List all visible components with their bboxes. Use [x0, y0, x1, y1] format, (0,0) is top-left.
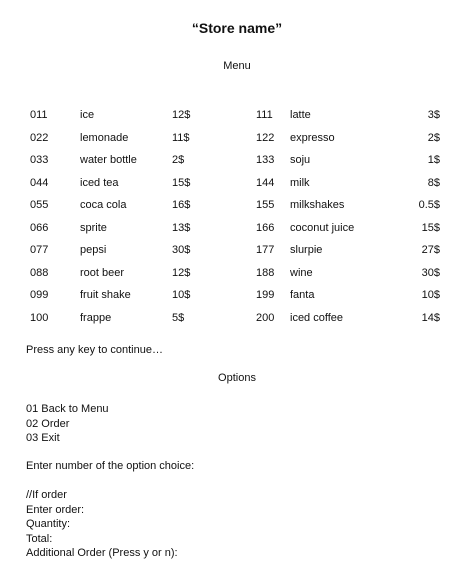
menu-item-price: 27$ — [421, 244, 440, 257]
menu-row — [30, 239, 440, 262]
menu-item-price: 5$ — [172, 311, 185, 324]
menu-item-name: soju — [290, 154, 311, 167]
menu-item-code: 144 — [256, 176, 275, 189]
enter-order-prompt: Enter order: — [26, 503, 85, 516]
menu-item-price: 2$ — [427, 131, 440, 144]
menu-item-code: 111 — [256, 109, 273, 122]
additional-order-prompt: Additional Order (Press y or n): — [26, 547, 178, 559]
option-back-to-menu: 01 Back to Menu — [26, 403, 109, 415]
quantity-prompt: Quantity: — [26, 518, 71, 530]
menu-row — [30, 284, 440, 307]
options-list — [26, 402, 109, 446]
menu-item-code: 188 — [256, 266, 275, 279]
menu-item-name: lemonade — [80, 131, 129, 144]
menu-item-name: root beer — [80, 266, 125, 279]
menu-item-code: 044 — [30, 176, 49, 189]
menu-item-name: iced coffee — [290, 311, 344, 324]
menu-item-price: 12$ — [172, 266, 191, 279]
menu-item-name: fruit shake — [80, 289, 131, 302]
menu-row — [30, 194, 440, 217]
menu-item-code: 055 — [30, 199, 49, 212]
menu-item-code: 177 — [256, 244, 275, 257]
menu-item-code: 155 — [256, 199, 275, 212]
menu-item-price: 8$ — [427, 176, 440, 189]
menu-item-price: 14$ — [421, 311, 440, 324]
menu-item-name: coconut juice — [290, 221, 355, 234]
menu-row — [30, 172, 440, 195]
press-any-key-prompt: Press any key to continue… — [26, 344, 163, 356]
menu-item-code: 133 — [256, 154, 275, 167]
menu-item-price: 1$ — [427, 154, 440, 167]
menu-table — [30, 104, 440, 329]
menu-item-price: 13$ — [172, 221, 191, 234]
menu-item-code: 066 — [30, 221, 49, 234]
menu-item-name: pepsi — [80, 244, 107, 257]
menu-item-code: 199 — [256, 289, 275, 302]
menu-item-price: 30$ — [421, 266, 440, 279]
menu-item-code: 166 — [256, 221, 275, 234]
option-order: 02 Order — [26, 417, 70, 430]
menu-item-name: slurpie — [290, 244, 323, 257]
menu-row — [30, 104, 440, 127]
menu-item-price: 11$ — [172, 131, 190, 144]
menu-item-price: 2$ — [172, 154, 185, 167]
menu-item-price: 30$ — [172, 244, 191, 257]
menu-item-price: 16$ — [172, 199, 191, 212]
menu-item-code: 122 — [256, 131, 275, 144]
menu-item-name: iced tea — [80, 176, 119, 189]
menu-item-code: 022 — [30, 131, 49, 144]
menu-heading: Menu — [223, 60, 251, 72]
menu-item-name: water bottle — [80, 154, 137, 167]
store-name-title: “Store name” — [191, 20, 283, 36]
menu-item-name: expresso — [290, 131, 335, 144]
menu-item-code: 088 — [30, 266, 49, 279]
menu-item-name: fanta — [290, 289, 315, 302]
menu-row — [30, 149, 440, 172]
order-section — [26, 488, 178, 561]
menu-item-price: 15$ — [421, 221, 440, 234]
option-exit: 03 Exit — [26, 432, 60, 444]
menu-item-name: milkshakes — [290, 199, 345, 212]
menu-item-price: 10$ — [172, 289, 191, 302]
menu-item-name: milk — [290, 176, 310, 189]
menu-item-code: 200 — [256, 311, 275, 324]
menu-item-name: frappe — [80, 311, 112, 324]
menu-row — [30, 127, 440, 150]
menu-item-price: 10$ — [421, 289, 440, 302]
menu-item-code: 011 — [30, 109, 48, 122]
menu-row — [30, 262, 440, 285]
order-comment: //If order — [26, 489, 67, 501]
menu-item-code: 099 — [30, 289, 49, 302]
menu-row — [30, 307, 440, 330]
menu-item-name: coca cola — [80, 199, 127, 212]
menu-item-code: 100 — [30, 311, 49, 324]
total-prompt: Total: — [26, 532, 53, 545]
menu-item-name: wine — [290, 266, 313, 279]
menu-item-name: latte — [290, 109, 311, 122]
menu-item-code: 077 — [30, 244, 49, 257]
option-choice-prompt: Enter number of the option choice: — [26, 460, 195, 472]
menu-row — [30, 217, 440, 240]
menu-item-price: 15$ — [172, 176, 191, 189]
options-heading: Options — [218, 372, 256, 384]
menu-item-price: 12$ — [172, 109, 191, 122]
menu-item-code: 033 — [30, 154, 49, 167]
menu-item-price: 3$ — [427, 109, 440, 122]
menu-item-price: 0.5$ — [418, 199, 440, 212]
menu-item-name: ice — [80, 109, 95, 122]
menu-item-name: sprite — [80, 221, 107, 234]
